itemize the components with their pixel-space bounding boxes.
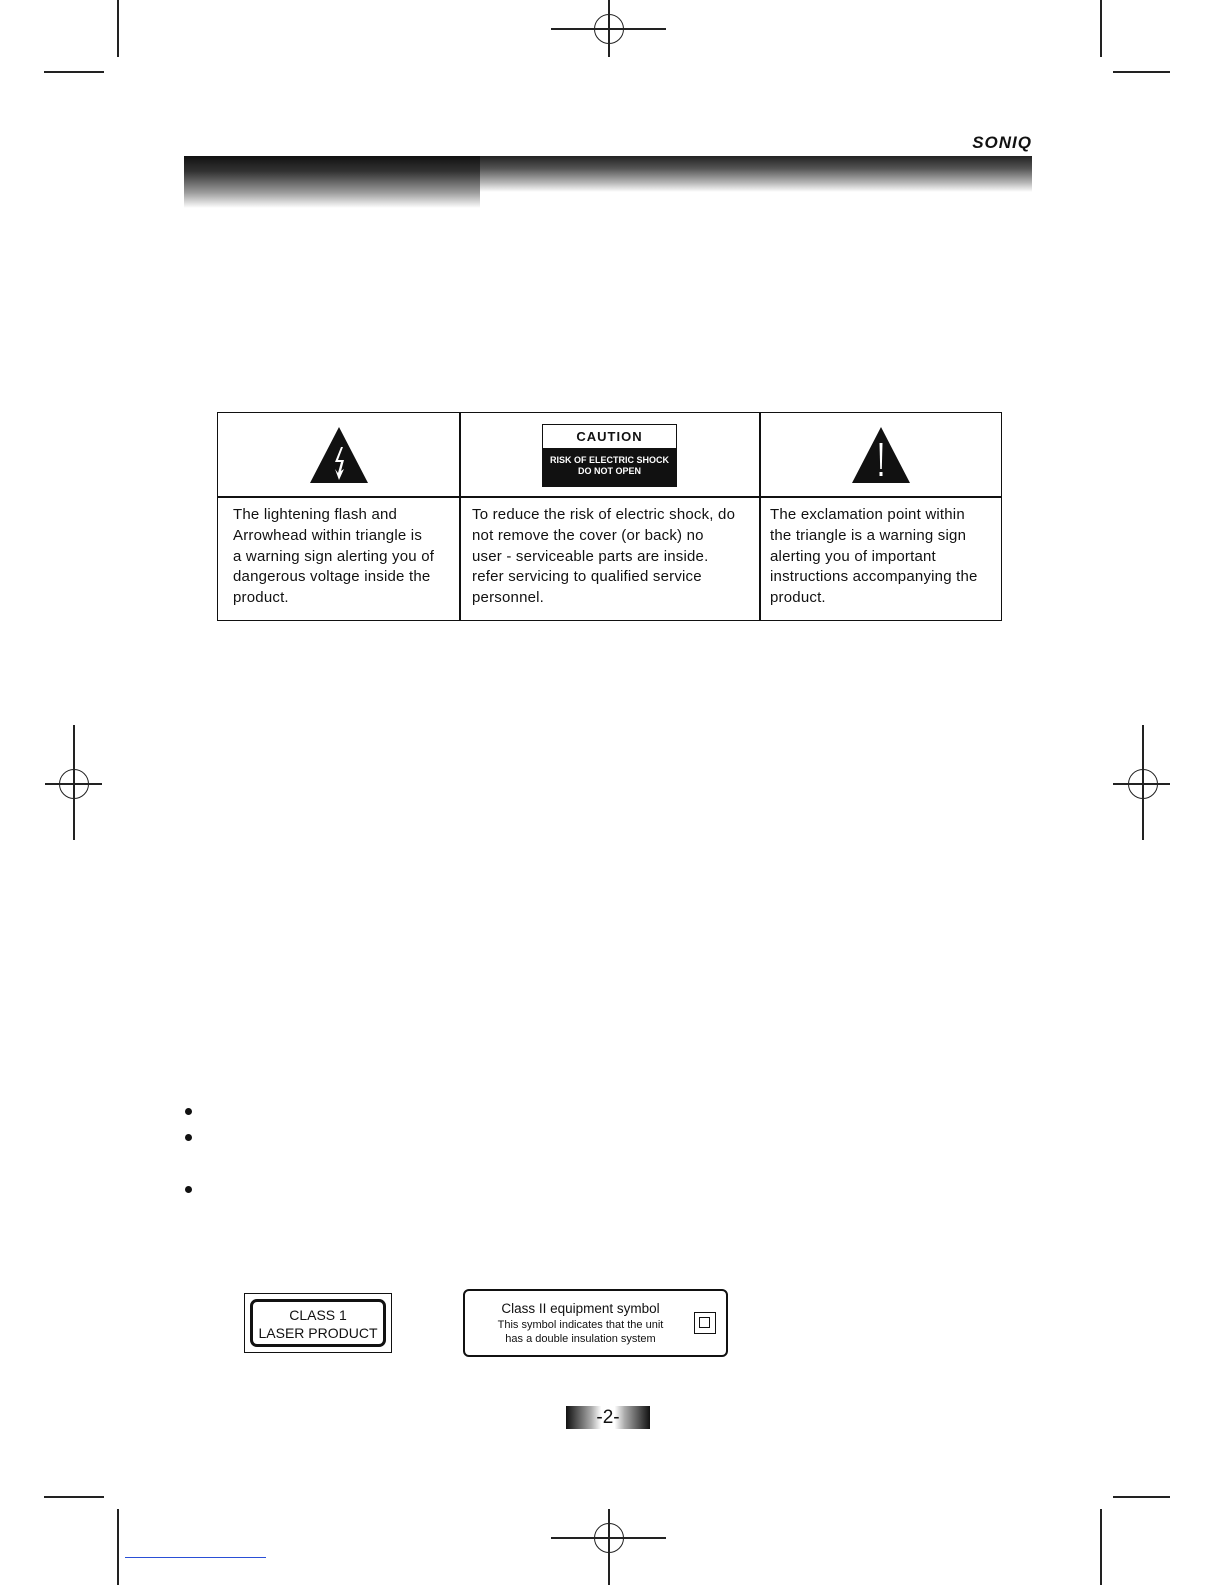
crop-mark <box>117 1509 119 1585</box>
text-line: To reduce the risk of electric shock, do <box>472 506 736 523</box>
crop-mark <box>1113 1496 1170 1498</box>
header-bar-left <box>184 156 480 208</box>
caution-description <box>472 505 758 609</box>
caution-body <box>543 448 676 486</box>
crop-mark <box>1100 1509 1102 1585</box>
table-divider <box>459 413 461 620</box>
class2-title: Class II equipment symbol <box>501 1301 660 1316</box>
link-underline <box>125 1557 266 1558</box>
table-divider <box>218 496 1001 498</box>
exclamation-warning-icon <box>850 425 912 485</box>
text-line: a warning sign alerting you of <box>233 547 435 565</box>
class2-line: has a double insulation system <box>505 1333 656 1345</box>
double-insulation-icon <box>694 1312 716 1334</box>
bullet-point <box>185 1134 192 1141</box>
text-line: Arrowhead within triangle is <box>233 526 423 544</box>
registration-mark <box>1128 769 1158 799</box>
crop-mark <box>44 71 104 73</box>
text-line: instructions accompanying the <box>770 568 978 586</box>
registration-mark <box>594 1523 624 1553</box>
caution-line: RISK OF ELECTRIC SHOCK <box>549 455 669 465</box>
text-line: product. <box>770 589 826 607</box>
bullet-point <box>185 1108 192 1115</box>
caution-line: DO NOT OPEN <box>577 466 641 476</box>
bullet-point <box>185 1186 192 1193</box>
double-insulation-inner <box>699 1317 710 1328</box>
brand-logo: SONIQ <box>972 133 1032 152</box>
exclamation-description <box>770 505 1002 609</box>
lightning-warning-icon <box>308 425 370 485</box>
page-number: -2- <box>566 1406 650 1429</box>
header-bar-right <box>480 156 1032 192</box>
class2-equipment-label <box>463 1289 728 1357</box>
text-line: personnel. <box>472 589 545 607</box>
registration-mark <box>594 14 624 44</box>
table-divider <box>759 413 761 620</box>
crop-mark <box>117 0 119 57</box>
text-line: not remove the cover (or back) no <box>472 526 704 544</box>
text-line: user - serviceable parts are inside. <box>472 547 709 565</box>
registration-mark <box>59 769 89 799</box>
text-line: the triangle is a warning sign <box>770 526 967 544</box>
text-line: The exclamation point within <box>770 506 965 523</box>
class2-line: This symbol indicates that the unit <box>497 1319 664 1331</box>
text-line: dangerous voltage inside the <box>233 568 431 586</box>
lightning-description <box>233 505 455 609</box>
text-line: product. <box>233 589 289 607</box>
crop-mark <box>1113 71 1170 73</box>
warning-table <box>217 412 1002 621</box>
class2-description <box>473 1318 688 1346</box>
laser-label-inner <box>250 1299 386 1347</box>
crop-mark <box>1100 0 1102 57</box>
text-line: The lightening flash and <box>233 506 398 523</box>
text-line: alerting you of important <box>770 547 936 565</box>
caution-label <box>542 424 677 487</box>
laser-line: LASER PRODUCT <box>258 1325 378 1341</box>
caution-title: CAUTION <box>576 429 643 444</box>
laser-line: CLASS 1 <box>289 1307 347 1323</box>
laser-product-label <box>244 1293 392 1353</box>
text-line: refer servicing to qualified service <box>472 568 702 586</box>
crop-mark <box>44 1496 104 1498</box>
